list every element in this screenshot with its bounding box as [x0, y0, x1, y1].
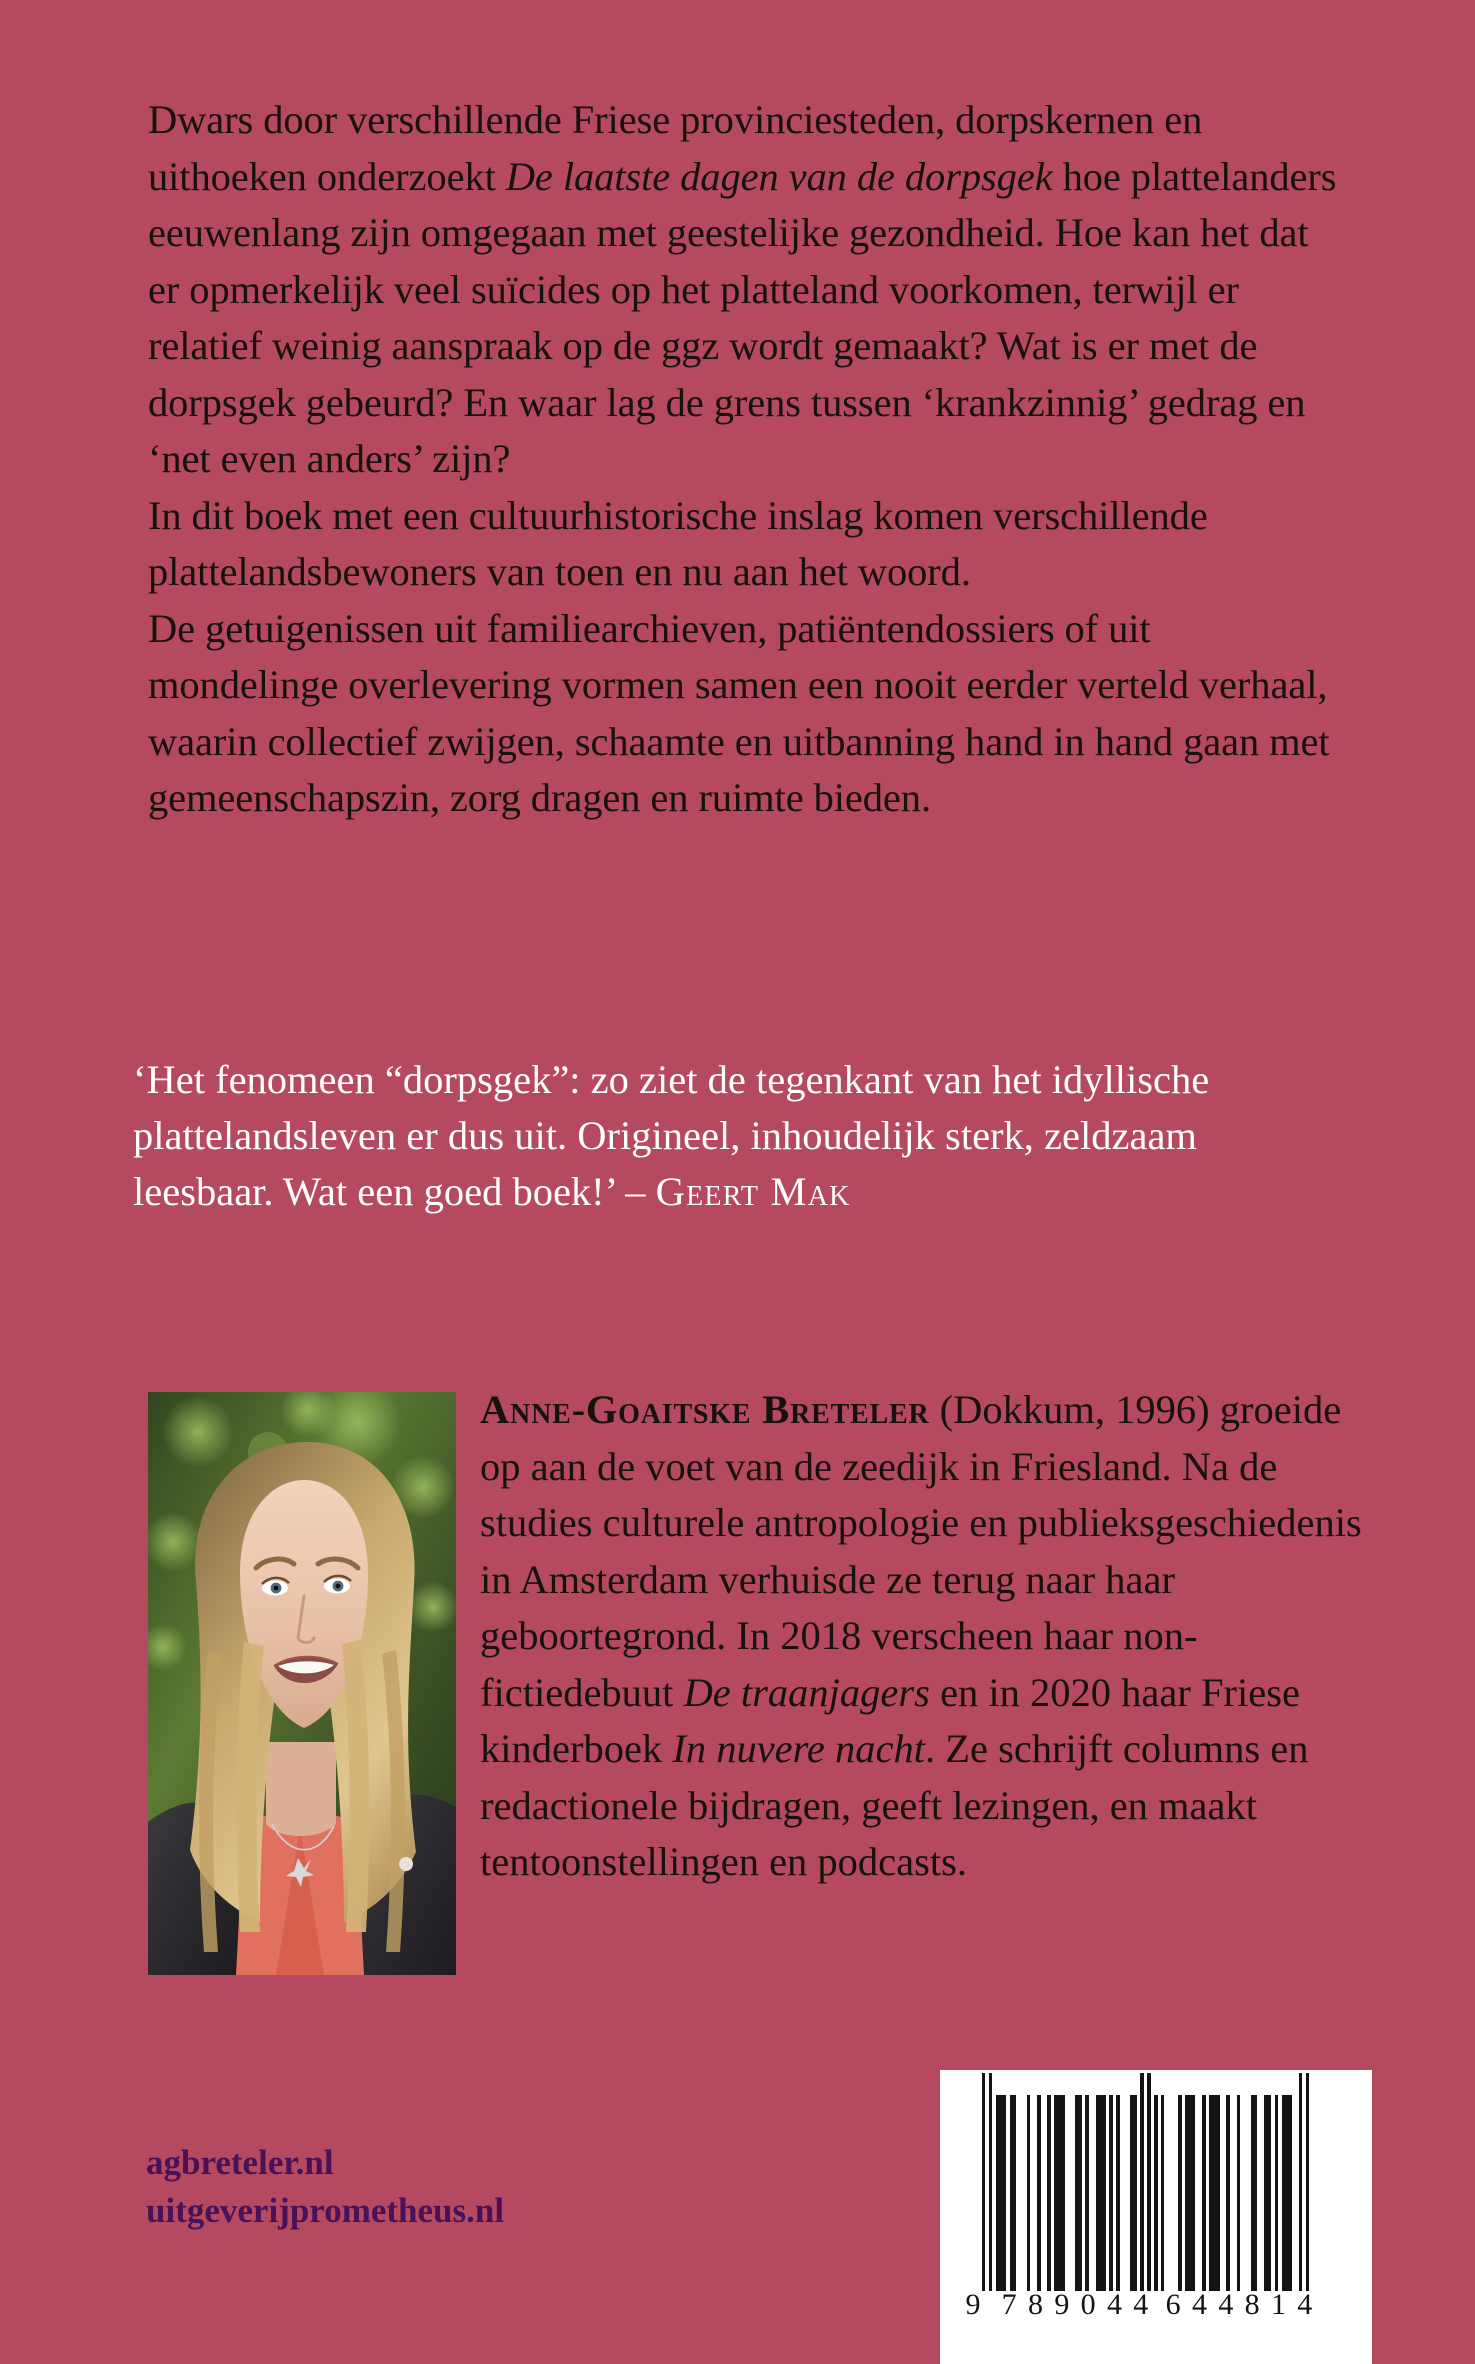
barcode-bar [1292, 2095, 1299, 2291]
barcode-bars [982, 2095, 1310, 2291]
barcode-bar [1257, 2095, 1264, 2291]
barcode-bar [1065, 2095, 1075, 2291]
barcode-bar [1282, 2095, 1292, 2291]
blurb-paragraph-3: De getuigenissen uit familiearchieven, patiëntendossiers of uit mondelinge overlevering vormen samen een nooit eerder verteld verhaal, waarin collectief zwijgen, schaamte en uitbanning hand in hand gaan met gemeenschapszin, zorg dragen en ruimte bieden. [148, 605, 1330, 820]
barcode-digit: 4 [1218, 2288, 1234, 2321]
blurb-paragraph-1 [148, 92, 1338, 488]
barcode-bar [1075, 2095, 1082, 2291]
barcode-digit: 4 [1133, 2288, 1149, 2321]
barcode-digit: 4 [1297, 2288, 1313, 2321]
barcode-lead-digit: 9 [965, 2288, 981, 2321]
barcode-bar [1120, 2095, 1130, 2291]
barcode-left-digits [996, 2288, 1154, 2322]
barcode-bar [1209, 2095, 1219, 2291]
author-bio-part-3: . Ze schrijft columns en redactionele bijdragen, geeft lezingen, en maakt tentoonstellingen en podcasts. [480, 1726, 1309, 1884]
author-photo [148, 1392, 456, 1975]
website-links [146, 2139, 504, 2235]
barcode-digit: 4 [1191, 2288, 1207, 2321]
barcode-digits [958, 2288, 1318, 2322]
barcode-digit: 8 [1027, 2288, 1043, 2321]
barcode-digit: 0 [1080, 2288, 1096, 2321]
barcode-bar [1096, 2095, 1106, 2291]
barcode-bar [1185, 2095, 1195, 2291]
author-bio [480, 1382, 1368, 1891]
barcode-bar [996, 2095, 1006, 2291]
author-portrait-image [148, 1392, 456, 1975]
barcode-bar [1195, 2095, 1202, 2291]
barcode-digit: 6 [1165, 2288, 1181, 2321]
blurb-paragraph-2: In dit boek met een cultuurhistorische inslag komen verschillende plattelandsbewoners van toen en nu aan het woord. [148, 492, 1208, 594]
pull-quote-attribution: Geert Mak [655, 1169, 851, 1214]
blurb-text [148, 92, 1338, 827]
barcode-bar [1220, 2095, 1227, 2291]
isbn-barcode [940, 2070, 1372, 2364]
barcode-bar [1240, 2095, 1250, 2291]
author-bio-part-2: en in 2020 haar Friese kinderboek [480, 1669, 1300, 1771]
barcode-bar [1130, 2095, 1137, 2291]
book-title-traanjagers: De traanjagers [683, 1669, 930, 1715]
barcode-bar [1010, 2095, 1017, 2291]
book-title-nuvere-nacht: In nuvere nacht [672, 1726, 925, 1771]
book-title-italic: De laatste dagen van de dorpsgek [505, 153, 1053, 199]
barcode-digit: 4 [1106, 2288, 1122, 2321]
pull-quote-text: ‘Het fenomeen “dorpsgek”: zo ziet de tegenkant van het idyllische plattelandsleven er dus uit. Origineel, inhoudelijk sterk, zeldzaam leesbaar. Wat een goed boek!’ – [133, 1057, 1210, 1214]
barcode-bar [1164, 2095, 1178, 2291]
barcode-bar [1264, 2095, 1271, 2291]
barcode-bar [1030, 2095, 1037, 2291]
author-bio-part-1: (Dokkum, 1996) groeide op aan de voet van de zeedijk in Friesland. Na de studies culturele antropologie en publieksgeschiedenis in Amsterdam verhuisde ze terug naar haar geboortegrond. In 2018 verscheen haar non-fictiedebuut [480, 1387, 1362, 1715]
barcode-bar [1306, 2073, 1309, 2291]
blurb-p1-part2: hoe plattelanders eeuwenlang zijn omgegaan met geestelijke gezondheid. Hoe kan het dat er opmerkelijk veel suïcides op het platteland voorkomen, terwijl er relatief weinig aanspraak op de ggz wordt gemaakt? Wat is er met de dorpsgek gebeurd? En waar lag de grens tussen ‘krankzinnig’ gedrag en ‘net even anders’ zijn? [148, 153, 1337, 481]
barcode-digit: 8 [1244, 2288, 1260, 2321]
author-name: Anne-Goaitske Breteler [480, 1387, 930, 1432]
barcode-right-digits [1160, 2288, 1318, 2322]
barcode-bar [1016, 2095, 1026, 2291]
publisher-website-link[interactable]: uitgeverijprometheus.nl [146, 2191, 505, 2230]
barcode-bar [1054, 2095, 1064, 2291]
barcode-bar [1041, 2095, 1048, 2291]
barcode-bar [1230, 2095, 1237, 2291]
blurb-p1-part1: Dwars door verschillende Friese provinciesteden, dorpskernen en uithoeken onderzoekt [148, 97, 1203, 199]
barcode-digit: 1 [1270, 2288, 1286, 2321]
barcode-bar [1251, 2095, 1258, 2291]
barcode-digit: 9 [1054, 2288, 1070, 2321]
author-website-link[interactable]: agbreteler.nl [146, 2143, 334, 2182]
barcode-digit: 7 [1001, 2288, 1017, 2321]
pull-quote [133, 1052, 1273, 1220]
barcode-bar [1089, 2095, 1096, 2291]
